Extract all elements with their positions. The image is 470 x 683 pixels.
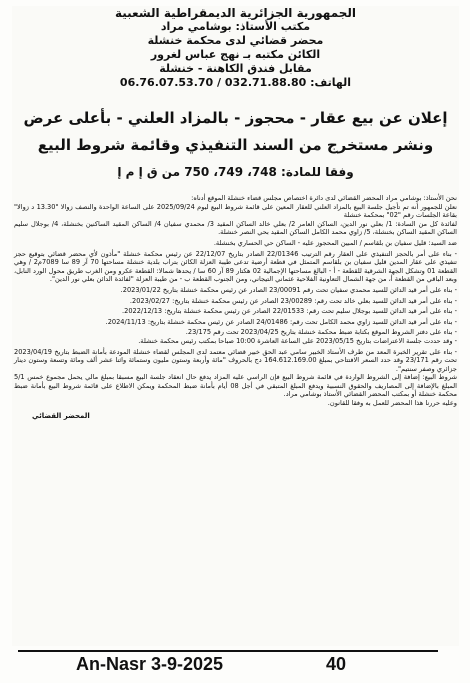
- bailiff-title: محضر قضائي لدى محكمة خنشلة: [147, 34, 324, 47]
- paragraph: ضد السيد: قليل سفيان بن بلقاسم / المبين المحجوز عليه - الساكن حي الحساري بخنشلة.: [213, 238, 457, 247]
- legal-articles: وفقا للمادة: 748، 749، 750 من ق إ م إ: [117, 165, 354, 179]
- notice-title: [12, 108, 459, 180]
- paragraph: - بناء على أمر بالحجز التنفيذي على العقار رقم الترتيب 22/01346 الصادر بتاريخ 22/12/07 عن رئيس محكمة خنشلة "مأذون لأي محضر قضائي بتوقيع حجز تنفيذي على عقار المدين قليل سفيان بن بلقاسم المتمثل في قطعة أرضية تدعى طيبة العزلة الكائن بتراب بلدية خنشلة مساحتها 70 آر 89 سا 7089م2 / وهي القطعة 01 وتشكل الجهة الشرقية للقطعة - أ - البالغ مساحتها الإجمالية 02 هكتار 89 آر 60 سا / يحدها شمالا: القطعة عكرو ومن الغرب طريق محول الورد النابل، وبعد الباقي من القطعة أ، من جهة الشمال التعاونية الفلاحية عثماني التيجاني، ومن الجنوب القطعة ب - من طيبة العزلة "لفائدة الدائن بعلي نور الدين".: [14, 249, 458, 284]
- signature: المحضر القضائي: [32, 411, 90, 420]
- office-name: مكتب الأستاذ: بوشامي مراد: [160, 20, 311, 33]
- paragraph: لفائدة كل من السادة: 1/ بعلي نور الدين، الساكن العامر 2/ بعلي خالد الساكن المقيد 3/ محمدي سفيان 4/ الساكن المقيد الساكنين بخنشلة، 4/ بوجلال سليم الساكن المقيد الساكن بخنشلة، 5/ زاوي محمد الكامل الساكن المقيد بحي النصر خنشلة.: [14, 219, 457, 237]
- office-address: الكائن مكتبه بـ نهج عباس لغرور: [150, 48, 321, 61]
- paragraph: شروط البيع: إضافة إلى الشروط الواردة في قائمة شروط البيع فإن الراسي عليه المزاد يدفع حال انعقاد جلسة البيع مسبقا بمبلغ مالي يحمل مجموع خمس 5/1 المبلغ بالإضافة إلى المصاريف والحقوق النسبية ويدفع المبلغ المتبقي في أجل 08 أيام بأمانة ضبط المحكمة ويمكن الاطلاع على قائمة شروط البيع بأمانة ضبط محكمة خنشلة أو بمكتب المحضر القضائي الأستاذ بوشامي مراد.: [14, 373, 457, 399]
- office-phone: الهاتف: 032.71.88.80 / 06.76.07.53.70: [119, 76, 352, 89]
- paragraph: - بناء على أمر قيد الدائن للسيد محمدي سفيان تحت رقم 23/00091 الصادر عن رئيس محكمة خنشلة بتاريخ 2023/01/22.: [120, 285, 457, 294]
- notice-body: [12, 194, 459, 408]
- paragraph: نعلن للجمهور أنه تم تأجيل جلسة البيع بالمزاد العلني للعقار المعين على قائمة شروط البيع ليوم 2025/09/24 على الساعة الواحدة والنصف زوالا "13.30 د زوالا" بقاعة الجلسات رقم "02" بمحكمة خنشلة: [14, 202, 457, 220]
- page-number: 40: [326, 654, 347, 674]
- paragraph: نحن الأستاذ: بوشامي مراد المحضر القضائي لدى دائرة اختصاص مجلس قضاء خنشلة الموقع أدناه:: [191, 194, 457, 202]
- paragraph: - بناء على تقرير الخبرة المعد من طرف الأستاذ الخبير سامي عبد الحق خبير قضائي معتمد لدى المجلس لقضاء خنشلة المودعة بأمانة الضبط بتاريخ 2023/04/19 تحت رقم 23/171 وقد حدد السعر الافتتاحي بمبلغ 164.612.169.00 دج بالحروف "مائة وأربعة وستون مليون وستمائة واثنا عشر ألف ومائة وتسعة وستون دينار جزائري وصفر سنتيم".: [14, 347, 457, 373]
- title-line-1: إعلان عن بيع عقار - محجوز - بالمزاد العلني - بأعلى عرض: [23, 109, 448, 127]
- office-landmark: مقابل فندق الكاهنة - خنشلة: [159, 62, 312, 75]
- newspaper-name: An-Nasr 3-9-2025: [76, 654, 224, 674]
- paragraph: - بناء على أمر قيد الدائن للسيد بوجلال سليم تحت رقم: 22/01533 الصادر عن رئيس محكمة خنشلة بتاريخ: 2022/12/13.: [122, 307, 457, 316]
- paragraph: - وقد حددت جلسة الاعتراضات بتاريخ 2023/05/15 على الساعة العاشرة 10:00 صباحا بمكتب رئيس محكمة خنشلة.: [138, 336, 457, 345]
- republic-name: الجمهورية الجزائرية الديمقراطية الشعبية: [114, 6, 357, 20]
- paragraph: - بناء على أمر قيد الدائن للسيد بعلي خالد تحت رقم: 23/00289 الصادر عن رئيس محكمة خنشلة بتاريخ: 2023/02/27.: [129, 296, 457, 305]
- paragraph: - بناء على أمر قيد الدائن للسيد زاوي محمد الكامل تحت رقم: 24/01486 الصادر عن رئيس محكمة خنشلة بتاريخ: 2024/11/13.: [105, 317, 457, 326]
- paragraph: - بناء على دفتر الشروط الموقع بكتابة ضبط محكمة خنشلة بتاريخ 2023/04/25 تحت رقم 23/175.: [185, 328, 457, 337]
- auction-notice: [12, 6, 459, 646]
- title-line-2: ونشر مستخرج من السند التنفيذي وقائمة شروط البيع: [37, 136, 434, 154]
- paragraph: وعليه حررنا هذا المحضر للعمل به وفقا للقانون.: [327, 399, 457, 408]
- notice-header: [12, 6, 459, 90]
- page-footer: [18, 650, 438, 676]
